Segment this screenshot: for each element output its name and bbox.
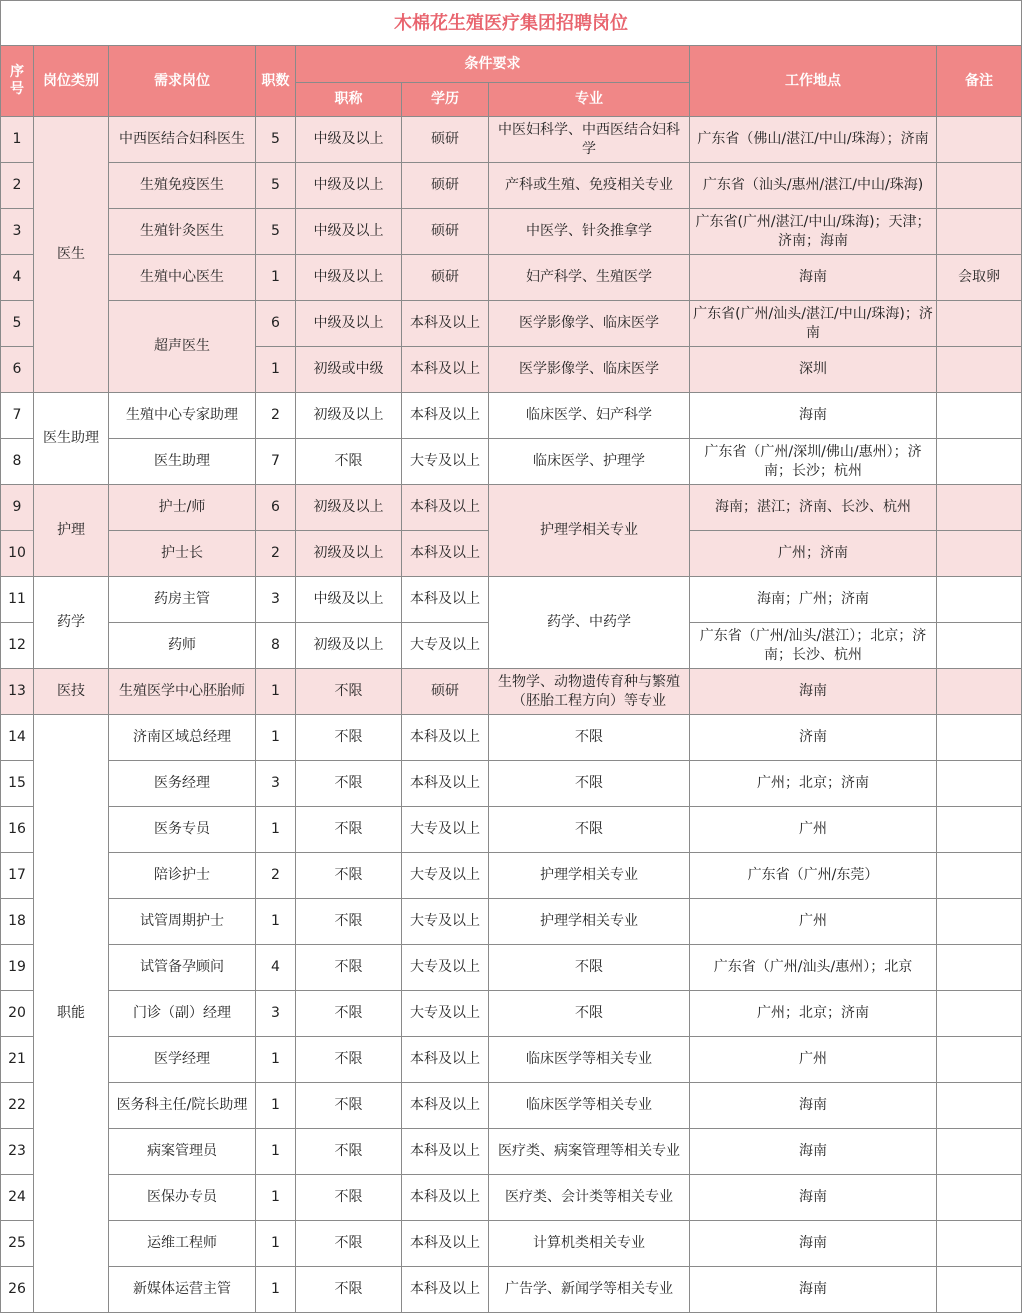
row-location: 广州；北京；济南 — [690, 991, 937, 1037]
row-count: 6 — [256, 301, 296, 347]
row-count: 2 — [256, 853, 296, 899]
row-rank: 中级及以上 — [296, 577, 402, 623]
table-row — [1, 577, 1022, 623]
row-location: 广东省（广州/深圳/佛山/惠州）；济南；长沙；杭州 — [690, 439, 937, 485]
row-seq: 14 — [1, 715, 34, 761]
row-note — [937, 945, 1022, 991]
row-position: 医务科主任/院长助理 — [109, 1083, 256, 1129]
header-location: 工作地点 — [690, 46, 937, 117]
row-note — [937, 163, 1022, 209]
row-position: 新媒体运营主管 — [109, 1267, 256, 1313]
row-location: 广州 — [690, 899, 937, 945]
row-position: 护士长 — [109, 531, 256, 577]
row-location: 广东省（汕头/惠州/湛江/中山/珠海) — [690, 163, 937, 209]
row-major: 生物学、动物遗传育种与繁殖（胚胎工程方向）等专业 — [489, 669, 690, 715]
row-location: 广东省（广州/东莞） — [690, 853, 937, 899]
row-major: 不限 — [489, 991, 690, 1037]
row-education: 大专及以上 — [402, 899, 489, 945]
row-location: 广州；北京；济南 — [690, 761, 937, 807]
row-category: 药学 — [34, 577, 109, 669]
row-education: 本科及以上 — [402, 301, 489, 347]
row-education: 本科及以上 — [402, 1221, 489, 1267]
row-seq: 26 — [1, 1267, 34, 1313]
table-row — [1, 163, 1022, 209]
row-position: 医生助理 — [109, 439, 256, 485]
row-position: 生殖中心医生 — [109, 255, 256, 301]
row-note — [937, 1267, 1022, 1313]
row-note — [937, 393, 1022, 439]
table-row — [1, 209, 1022, 255]
row-note — [937, 623, 1022, 669]
header-seq: 序号 — [1, 46, 34, 117]
row-seq: 23 — [1, 1129, 34, 1175]
table-row — [1, 301, 1022, 347]
row-major: 不限 — [489, 715, 690, 761]
row-position: 济南区域总经理 — [109, 715, 256, 761]
table-row — [1, 117, 1022, 163]
row-seq: 13 — [1, 669, 34, 715]
row-location: 广东省(广州/汕头/湛江/中山/珠海)；济南 — [690, 301, 937, 347]
header-rank: 职称 — [296, 83, 402, 117]
row-seq: 19 — [1, 945, 34, 991]
row-category: 医技 — [34, 669, 109, 715]
table-row — [1, 439, 1022, 485]
row-count: 6 — [256, 485, 296, 531]
row-location: 广州 — [690, 807, 937, 853]
row-position: 护士/师 — [109, 485, 256, 531]
row-seq: 16 — [1, 807, 34, 853]
row-position: 药师 — [109, 623, 256, 669]
row-note — [937, 577, 1022, 623]
header-category: 岗位类别 — [34, 46, 109, 117]
row-position: 陪诊护士 — [109, 853, 256, 899]
row-seq: 3 — [1, 209, 34, 255]
row-note — [937, 807, 1022, 853]
row-education: 硕研 — [402, 255, 489, 301]
row-location: 广州；济南 — [690, 531, 937, 577]
row-education: 大专及以上 — [402, 853, 489, 899]
row-position: 医保办专员 — [109, 1175, 256, 1221]
table-row — [1, 807, 1022, 853]
row-seq: 9 — [1, 485, 34, 531]
row-note: 会取卵 — [937, 255, 1022, 301]
row-count: 7 — [256, 439, 296, 485]
row-position: 医学经理 — [109, 1037, 256, 1083]
row-education: 本科及以上 — [402, 1175, 489, 1221]
row-seq: 15 — [1, 761, 34, 807]
table-row — [1, 1083, 1022, 1129]
row-major: 医学影像学、临床医学 — [489, 301, 690, 347]
row-seq: 17 — [1, 853, 34, 899]
row-rank: 中级及以上 — [296, 255, 402, 301]
row-count: 3 — [256, 577, 296, 623]
row-location: 海南 — [690, 1175, 937, 1221]
header-conditions: 条件要求 — [296, 46, 690, 83]
row-location: 广州 — [690, 1037, 937, 1083]
row-major: 不限 — [489, 945, 690, 991]
row-seq: 22 — [1, 1083, 34, 1129]
row-seq: 7 — [1, 393, 34, 439]
row-major: 药学、中药学 — [489, 577, 690, 669]
row-major: 产科或生殖、免疫相关专业 — [489, 163, 690, 209]
row-rank: 不限 — [296, 945, 402, 991]
row-major: 护理学相关专业 — [489, 853, 690, 899]
table-row — [1, 991, 1022, 1037]
row-location: 广东省（佛山/湛江/中山/珠海）；济南 — [690, 117, 937, 163]
row-note — [937, 1037, 1022, 1083]
row-major: 计算机类相关专业 — [489, 1221, 690, 1267]
row-count: 1 — [256, 1267, 296, 1313]
row-education: 本科及以上 — [402, 485, 489, 531]
row-count: 8 — [256, 623, 296, 669]
row-position: 医务经理 — [109, 761, 256, 807]
row-count: 1 — [256, 1129, 296, 1175]
header-count: 职数 — [256, 46, 296, 117]
row-position: 超声医生 — [109, 301, 256, 393]
row-count: 2 — [256, 531, 296, 577]
row-count: 5 — [256, 209, 296, 255]
row-education: 硕研 — [402, 163, 489, 209]
table-row — [1, 899, 1022, 945]
row-note — [937, 853, 1022, 899]
table-row — [1, 715, 1022, 761]
row-rank: 不限 — [296, 807, 402, 853]
row-seq: 4 — [1, 255, 34, 301]
row-rank: 初级及以上 — [296, 623, 402, 669]
row-position: 中西医结合妇科医生 — [109, 117, 256, 163]
row-location: 广东省（广州/汕头/湛江）；北京；济南；长沙、杭州 — [690, 623, 937, 669]
row-rank: 不限 — [296, 991, 402, 1037]
row-education: 大专及以上 — [402, 807, 489, 853]
row-seq: 18 — [1, 899, 34, 945]
row-education: 硕研 — [402, 117, 489, 163]
row-major: 医学影像学、临床医学 — [489, 347, 690, 393]
row-education: 本科及以上 — [402, 347, 489, 393]
row-education: 本科及以上 — [402, 531, 489, 577]
row-count: 1 — [256, 347, 296, 393]
row-seq: 1 — [1, 117, 34, 163]
row-rank: 不限 — [296, 899, 402, 945]
table-row — [1, 945, 1022, 991]
row-education: 本科及以上 — [402, 761, 489, 807]
row-location: 海南 — [690, 393, 937, 439]
row-location: 广东省（广州/汕头/惠州）；北京 — [690, 945, 937, 991]
row-category: 医生 — [34, 117, 109, 393]
row-major: 中医妇科学、中西医结合妇科学 — [489, 117, 690, 163]
row-rank: 中级及以上 — [296, 117, 402, 163]
row-rank: 不限 — [296, 761, 402, 807]
row-position: 试管备孕顾问 — [109, 945, 256, 991]
row-note — [937, 715, 1022, 761]
row-major: 临床医学、妇产科学 — [489, 393, 690, 439]
row-education: 本科及以上 — [402, 715, 489, 761]
row-location: 海南；广州；济南 — [690, 577, 937, 623]
row-category: 职能 — [34, 715, 109, 1313]
header-note: 备注 — [937, 46, 1022, 117]
row-rank: 不限 — [296, 853, 402, 899]
row-rank: 中级及以上 — [296, 209, 402, 255]
row-major: 医疗类、会计类等相关专业 — [489, 1175, 690, 1221]
table-row — [1, 669, 1022, 715]
row-count: 5 — [256, 117, 296, 163]
row-position: 病案管理员 — [109, 1129, 256, 1175]
row-rank: 初级或中级 — [296, 347, 402, 393]
row-note — [937, 899, 1022, 945]
row-position: 试管周期护士 — [109, 899, 256, 945]
row-major: 临床医学等相关专业 — [489, 1083, 690, 1129]
row-count: 2 — [256, 393, 296, 439]
row-note — [937, 991, 1022, 1037]
row-note — [937, 531, 1022, 577]
table-row — [1, 1129, 1022, 1175]
table-row — [1, 393, 1022, 439]
row-seq: 20 — [1, 991, 34, 1037]
row-seq: 8 — [1, 439, 34, 485]
header-position: 需求岗位 — [109, 46, 256, 117]
row-location: 海南 — [690, 1221, 937, 1267]
row-position: 门诊（副）经理 — [109, 991, 256, 1037]
row-location: 济南 — [690, 715, 937, 761]
row-position: 生殖医学中心胚胎师 — [109, 669, 256, 715]
row-education: 本科及以上 — [402, 1129, 489, 1175]
row-category: 护理 — [34, 485, 109, 577]
row-major: 临床医学等相关专业 — [489, 1037, 690, 1083]
row-location: 海南 — [690, 1267, 937, 1313]
row-seq: 12 — [1, 623, 34, 669]
row-education: 本科及以上 — [402, 1083, 489, 1129]
row-education: 硕研 — [402, 209, 489, 255]
row-rank: 不限 — [296, 1129, 402, 1175]
row-location: 海南；湛江；济南、长沙、杭州 — [690, 485, 937, 531]
row-rank: 不限 — [296, 1083, 402, 1129]
row-seq: 24 — [1, 1175, 34, 1221]
row-rank: 不限 — [296, 715, 402, 761]
row-count: 1 — [256, 1175, 296, 1221]
row-major: 妇产科学、生殖医学 — [489, 255, 690, 301]
table-row — [1, 1221, 1022, 1267]
row-major: 广告学、新闻学等相关专业 — [489, 1267, 690, 1313]
row-count: 1 — [256, 1083, 296, 1129]
row-count: 1 — [256, 1037, 296, 1083]
row-seq: 10 — [1, 531, 34, 577]
row-count: 4 — [256, 945, 296, 991]
row-seq: 11 — [1, 577, 34, 623]
row-rank: 中级及以上 — [296, 301, 402, 347]
row-education: 大专及以上 — [402, 623, 489, 669]
row-count: 1 — [256, 899, 296, 945]
row-count: 1 — [256, 1221, 296, 1267]
row-rank: 中级及以上 — [296, 163, 402, 209]
row-note — [937, 761, 1022, 807]
row-location: 广东省(广州/湛江/中山/珠海)；天津；济南；海南 — [690, 209, 937, 255]
row-education: 大专及以上 — [402, 439, 489, 485]
row-note — [937, 209, 1022, 255]
row-education: 本科及以上 — [402, 393, 489, 439]
row-note — [937, 1221, 1022, 1267]
row-position: 运维工程师 — [109, 1221, 256, 1267]
row-note — [937, 347, 1022, 393]
row-seq: 25 — [1, 1221, 34, 1267]
table-row — [1, 853, 1022, 899]
row-count: 3 — [256, 761, 296, 807]
header-education: 学历 — [402, 83, 489, 117]
row-location: 海南 — [690, 1129, 937, 1175]
row-position: 药房主管 — [109, 577, 256, 623]
row-education: 本科及以上 — [402, 1267, 489, 1313]
row-education: 硕研 — [402, 669, 489, 715]
row-count: 1 — [256, 255, 296, 301]
row-note — [937, 1083, 1022, 1129]
row-position: 生殖免疫医生 — [109, 163, 256, 209]
row-major: 不限 — [489, 807, 690, 853]
row-note — [937, 669, 1022, 715]
row-count: 1 — [256, 669, 296, 715]
table-row — [1, 761, 1022, 807]
row-note — [937, 439, 1022, 485]
table-row — [1, 1037, 1022, 1083]
page-title: 木棉花生殖医疗集团招聘岗位 — [1, 1, 1022, 46]
row-position: 生殖针灸医生 — [109, 209, 256, 255]
row-rank: 初级及以上 — [296, 485, 402, 531]
row-rank: 初级及以上 — [296, 393, 402, 439]
row-seq: 21 — [1, 1037, 34, 1083]
row-count: 5 — [256, 163, 296, 209]
row-location: 海南 — [690, 669, 937, 715]
row-major: 医疗类、病案管理等相关专业 — [489, 1129, 690, 1175]
row-note — [937, 301, 1022, 347]
row-count: 1 — [256, 715, 296, 761]
row-note — [937, 485, 1022, 531]
row-education: 本科及以上 — [402, 577, 489, 623]
row-major: 临床医学、护理学 — [489, 439, 690, 485]
row-location: 深圳 — [690, 347, 937, 393]
row-rank: 不限 — [296, 1037, 402, 1083]
header-major: 专业 — [489, 83, 690, 117]
row-category: 医生助理 — [34, 393, 109, 485]
row-rank: 不限 — [296, 1175, 402, 1221]
row-note — [937, 117, 1022, 163]
row-count: 1 — [256, 807, 296, 853]
row-position: 生殖中心专家助理 — [109, 393, 256, 439]
row-position: 医务专员 — [109, 807, 256, 853]
table-row — [1, 485, 1022, 531]
table-row — [1, 255, 1022, 301]
row-education: 大专及以上 — [402, 945, 489, 991]
row-rank: 不限 — [296, 439, 402, 485]
row-rank: 不限 — [296, 1267, 402, 1313]
row-count: 3 — [256, 991, 296, 1037]
table-row — [1, 1175, 1022, 1221]
row-major: 不限 — [489, 761, 690, 807]
row-education: 本科及以上 — [402, 1037, 489, 1083]
row-major: 护理学相关专业 — [489, 899, 690, 945]
row-seq: 6 — [1, 347, 34, 393]
row-location: 海南 — [690, 1083, 937, 1129]
row-rank: 不限 — [296, 1221, 402, 1267]
row-note — [937, 1129, 1022, 1175]
row-major: 中医学、针灸推拿学 — [489, 209, 690, 255]
row-seq: 2 — [1, 163, 34, 209]
row-rank: 不限 — [296, 669, 402, 715]
row-location: 海南 — [690, 255, 937, 301]
row-seq: 5 — [1, 301, 34, 347]
row-major: 护理学相关专业 — [489, 485, 690, 577]
row-education: 大专及以上 — [402, 991, 489, 1037]
table-row — [1, 1267, 1022, 1313]
row-note — [937, 1175, 1022, 1221]
row-rank: 初级及以上 — [296, 531, 402, 577]
